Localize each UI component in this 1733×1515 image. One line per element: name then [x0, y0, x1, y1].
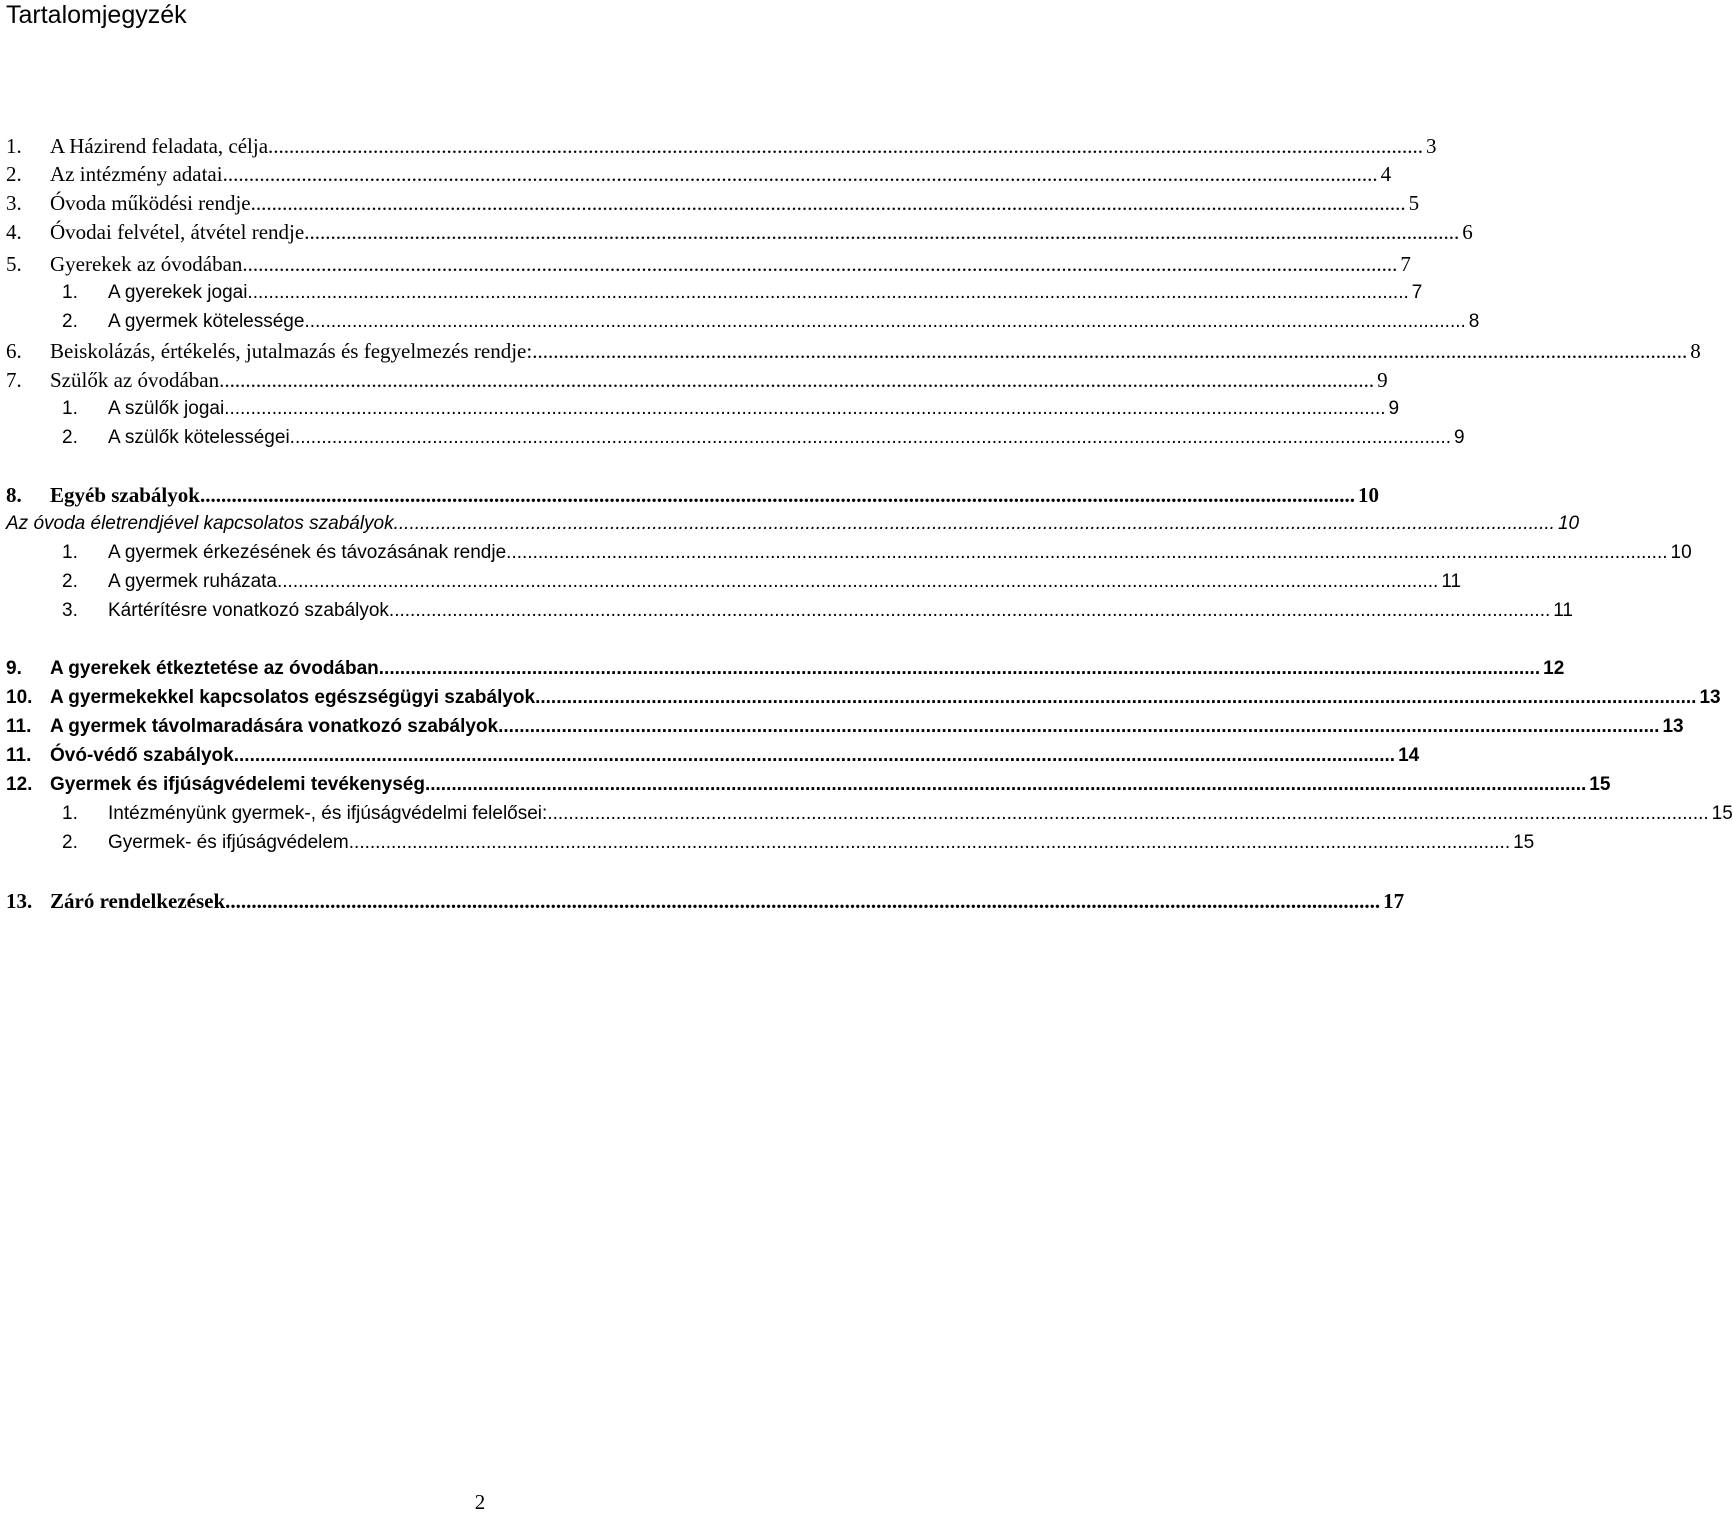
page-title: Tartalomjegyzék: [6, 1, 187, 29]
toc-entry-number: 2.: [6, 162, 22, 186]
toc-entry-page: 8: [1468, 311, 1480, 332]
dot-leader: ............................................................................................................................................................................................................................: [289, 427, 1452, 448]
toc-entry-number: 1.: [62, 542, 78, 563]
toc-entry-page: 10: [1557, 513, 1580, 534]
toc-entry-page: 7: [1400, 252, 1411, 276]
toc-entry[interactable]: [6, 132, 1437, 160]
dot-leader: ............................................................................................................................................................................................................................: [250, 191, 1406, 215]
dot-leader: ............................................................................................................................................................................................................................: [199, 483, 1355, 507]
toc-entry-label: Szülők az óvodában: [50, 368, 220, 392]
toc-entry[interactable]: [6, 366, 1388, 394]
toc-entry-label: A Házirend feladata, célja: [50, 134, 269, 158]
toc-entry-label: A gyermek távolmaradására vonatkozó szabályok: [50, 716, 499, 737]
toc-entry-number: 2.: [62, 311, 78, 332]
toc-entry-label: Óvó-védő szabályok: [50, 745, 234, 766]
toc-subentry[interactable]: [6, 568, 1462, 596]
toc-entry-number: 2.: [62, 832, 78, 853]
toc-entry[interactable]: [6, 250, 1411, 278]
toc-entry-number: 1.: [6, 134, 22, 158]
toc-entry-page: 11: [1553, 600, 1573, 621]
toc-entry-number: 13.: [6, 889, 33, 913]
toc-entry-page: 14: [1398, 745, 1420, 766]
dot-leader: ............................................................................................................................................................................................................................: [247, 282, 1409, 303]
toc-subentry[interactable]: [6, 597, 1573, 625]
toc-entry-page: 9: [1454, 427, 1465, 448]
toc-entry-page: 9: [1388, 398, 1400, 419]
dot-leader: ............................................................................................................................................................................................................................: [547, 803, 1709, 824]
toc-entry-label: Gyermek és ifjúságvédelemi tevékenység: [50, 774, 425, 795]
toc-entry-label: Egyéb szabályok: [50, 483, 200, 507]
toc-entry-page: 3: [1426, 134, 1437, 158]
dot-leader: ............................................................................................................................................................................................................................: [276, 571, 1439, 592]
toc-entry-page: 4: [1380, 162, 1392, 186]
toc-entry-page: 12: [1543, 658, 1565, 679]
toc-subentry[interactable]: [6, 829, 1535, 857]
toc-subentry[interactable]: [6, 424, 1465, 452]
toc-entry-number: 1.: [62, 398, 78, 419]
toc-subentry[interactable]: [6, 539, 1692, 567]
toc-entry-label: Kártérítésre vonatkozó szabályok: [108, 600, 389, 621]
toc-entry-label: A szülők jogai: [108, 398, 225, 419]
dot-leader: ............................................................................................................................................................................................................................: [532, 339, 1688, 363]
toc-entry-page: 15: [1711, 803, 1733, 824]
dot-leader: ............................................................................................................................................................................................................................: [388, 600, 1551, 621]
toc-entry-number: 7.: [6, 368, 22, 392]
dot-leader: ............................................................................................................................................................................................................................: [219, 368, 1375, 392]
toc-subentry[interactable]: [6, 279, 1423, 307]
toc-entry-label: A gyermek kötelessége: [108, 311, 305, 332]
toc-entry[interactable]: [6, 713, 1684, 741]
toc-entry-label: A gyerekek étkeztetése az óvodában: [50, 658, 379, 679]
toc-entry-number: 2.: [62, 427, 78, 448]
toc-entry-number: 8.: [6, 483, 22, 507]
page-number: 2: [474, 1490, 486, 1514]
toc-subentry[interactable]: [6, 308, 1480, 336]
dot-leader: ............................................................................................................................................................................................................................: [378, 658, 1541, 679]
toc-subentry[interactable]: [6, 800, 1733, 828]
toc-subentry[interactable]: [6, 395, 1400, 423]
toc-entry-label: A gyermek ruházata: [108, 571, 277, 592]
dot-leader: ............................................................................................................................................................................................................................: [424, 774, 1587, 795]
toc-entry-label: A gyerekek jogai: [108, 282, 248, 303]
toc-entry-number: 3.: [62, 600, 78, 621]
dot-leader: ............................................................................................................................................................................................................................: [233, 745, 1396, 766]
toc-entry-label: Óvodai felvétel, átvétel rendje: [50, 220, 305, 244]
toc-entry-page: 11: [1441, 571, 1462, 592]
toc-entry-page: 15: [1513, 832, 1535, 853]
dot-leader: ............................................................................................................................................................................................................................: [268, 134, 1424, 158]
dot-leader: ............................................................................................................................................................................................................................: [348, 832, 1511, 853]
toc-entry[interactable]: [6, 481, 1379, 509]
toc-entry-label: Óvoda működési rendje: [50, 191, 251, 215]
dot-leader: ............................................................................................................................................................................................................................: [304, 220, 1460, 244]
toc-entry-label: Beiskolázás, értékelés, jutalmazás és fegyelmezés rendje:: [50, 339, 533, 363]
toc-entry-page: 5: [1408, 191, 1420, 215]
toc-entry-page: 8: [1690, 339, 1701, 363]
toc-entry-label: Az intézmény adatai: [50, 162, 223, 186]
toc-entry-number: 2.: [62, 571, 78, 592]
dot-leader: ............................................................................................................................................................................................................................: [242, 252, 1398, 276]
toc-entry-page: 6: [1462, 220, 1473, 244]
toc-entry[interactable]: [6, 771, 1611, 799]
toc-entry[interactable]: [6, 160, 1392, 188]
toc-entry-page: 13: [1662, 716, 1684, 737]
toc-entry-number: 9.: [6, 658, 22, 679]
toc-entry-label: A szülők kötelességei: [108, 427, 290, 448]
toc-entry-page: 13: [1699, 687, 1721, 708]
toc-entry-number: 1.: [62, 282, 78, 303]
toc-entry-number: 6.: [6, 339, 22, 363]
toc-entry[interactable]: [6, 218, 1473, 246]
toc-entry-label: Záró rendelkezések: [50, 889, 226, 913]
toc-entry-number: 4.: [6, 220, 22, 244]
toc-entry-label: A gyermekekkel kapcsolatos egészségügyi szabályok: [50, 687, 536, 708]
toc-entry-label: Intézményünk gyermek-, és ifjúságvédelmi felelősei:: [108, 803, 548, 824]
dot-leader: ............................................................................................................................................................................................................................: [224, 398, 1386, 419]
toc-entry-number: 10.: [6, 687, 33, 708]
toc-entry-number: 3.: [6, 191, 22, 215]
toc-entry-number: 1.: [62, 803, 78, 824]
toc-entry-page: 15: [1589, 774, 1611, 795]
toc-entry[interactable]: [6, 684, 1721, 712]
toc-entry-number: 5.: [6, 252, 22, 276]
toc-entry[interactable]: [6, 655, 1565, 683]
dot-leader: ............................................................................................................................................................................................................................: [506, 542, 1668, 563]
dot-leader: ............................................................................................................................................................................................................................: [225, 889, 1381, 913]
dot-leader: ............................................................................................................................................................................................................................: [304, 311, 1466, 332]
toc-entry-page: 9: [1377, 368, 1388, 392]
dot-leader: ............................................................................................................................................................................................................................: [222, 162, 1378, 186]
toc-entry[interactable]: [6, 510, 1580, 538]
toc-entry-label: Gyerekek az óvodában: [50, 252, 243, 276]
toc-entry-number: 11.: [6, 716, 32, 737]
dot-leader: ............................................................................................................................................................................................................................: [498, 716, 1660, 737]
toc-entry-label: A gyermek érkezésének és távozásának rendje: [108, 542, 507, 563]
toc-entry-label: Az óvoda életrendjével kapcsolatos szabályok: [6, 513, 394, 534]
toc-entry[interactable]: [6, 337, 1701, 365]
toc-entry-page: 7: [1411, 282, 1423, 303]
toc-entry-page: 10: [1357, 483, 1379, 507]
toc-entry[interactable]: [6, 189, 1420, 217]
toc-entry-number: 11.: [6, 745, 32, 766]
toc-entry-page: 10: [1670, 542, 1692, 563]
toc-entry-page: 17: [1383, 889, 1405, 913]
dot-leader: ............................................................................................................................................................................................................................: [393, 513, 1555, 534]
toc-entry-label: Gyermek- és ifjúságvédelem: [108, 832, 349, 853]
toc-entry[interactable]: [6, 742, 1420, 770]
dot-leader: ............................................................................................................................................................................................................................: [535, 687, 1697, 708]
toc-entry[interactable]: [6, 887, 1405, 915]
toc-entry-number: 12.: [6, 774, 33, 795]
